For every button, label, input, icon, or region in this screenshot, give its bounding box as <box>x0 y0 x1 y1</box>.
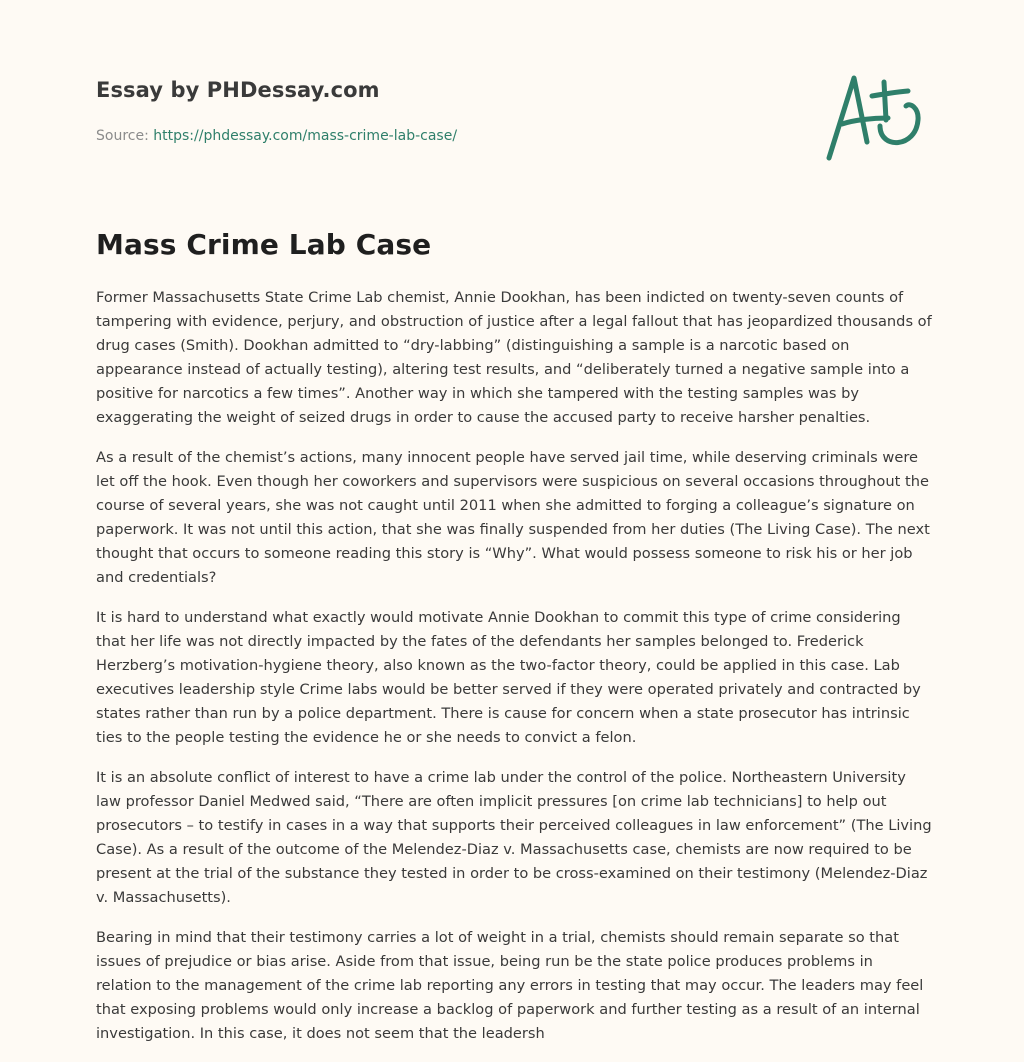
essay-body <box>96 286 932 1062</box>
essay-paragraph-4: It is an absolute conflict of interest to have a crime lab under the control of the police. Northeastern University law professor Daniel Medwed said, “There are often implicit pressures [on crime lab technicians] to help out prosecutors – to testify in cases in a way that supports their perceived colleagues in law enforcement” (The Living Case). As a result of the outcome of the Melendez-Diaz v. Massachusetts case, chemists are now required to be present at the trial of the substance they tested in order to be cross-examined on their testimony (Melendez-Diaz v. Massachusetts). <box>96 769 932 906</box>
page-header <box>96 76 796 146</box>
essay-title: Mass Crime Lab Case <box>96 228 432 261</box>
essay-paragraph-1: Former Massachusetts State Crime Lab chemist, Annie Dookhan, has been indicted on twenty-seven counts of tampering with evidence, perjury, and obstruction of justice after a legal fallout that has jeopardized thousands of drug cases (Smith). Dookhan admitted to “dry-labbing” (distinguishing a sample is a narcotic based on appearance instead of actually testing), altering test results, and “deliberately turned a negative sample into a positive for narcotics a few times”. Another way in which she tampered with the testing samples was by exaggerating the weight of seized drugs in order to cause the accused party to receive harsher penalties. <box>96 289 932 426</box>
source-label: Source: <box>96 128 149 144</box>
essay-paragraph-5: Bearing in mind that their testimony carries a lot of weight in a trial, chemists should remain separate so that issues of prejudice or bias arise. Aside from that issue, being run be the state police produces problems in relation to the management of the crime lab reporting any errors in testing that may occur. The leaders may feel that exposing problems would only increase a backlog of paperwork and further testing as a result of an internal investigation. In this case, it does not seem that the leadersh <box>96 929 924 1042</box>
source-line <box>96 126 796 146</box>
a-plus-logo-icon <box>824 68 926 164</box>
source-link[interactable]: https://phdessay.com/mass-crime-lab-case/ <box>153 128 458 144</box>
site-brand: Essay by PHDessay.com <box>96 78 380 102</box>
essay-paragraph-3: It is hard to understand what exactly would motivate Annie Dookhan to commit this type of crime considering that her life was not directly impacted by the fates of the defendants her samples belonged to. Frederick Herzberg’s motivation-hygiene theory, also known as the two-factor theory, could be applied in this case. Lab executives leadership style Crime labs would be better served if they were operated privately and contracted by states rather than run by a police department. There is cause for concern when a state prosecutor has intrinsic ties to the people testing the evidence he or she needs to convict a felon. <box>96 609 921 746</box>
essay-paragraph-2: As a result of the chemist’s actions, many innocent people have served jail time, while deserving criminals were let off the hook. Even though her coworkers and supervisors were suspicious on several occasions throughout the course of several years, she was not caught until 2011 when she admitted to forging a colleague’s signature on paperwork. It was not until this action, that she was finally suspended from her duties (The Living Case). The next thought that occurs to someone reading this story is “Why”. What would possess someone to risk his or her job and credentials? <box>96 449 930 586</box>
